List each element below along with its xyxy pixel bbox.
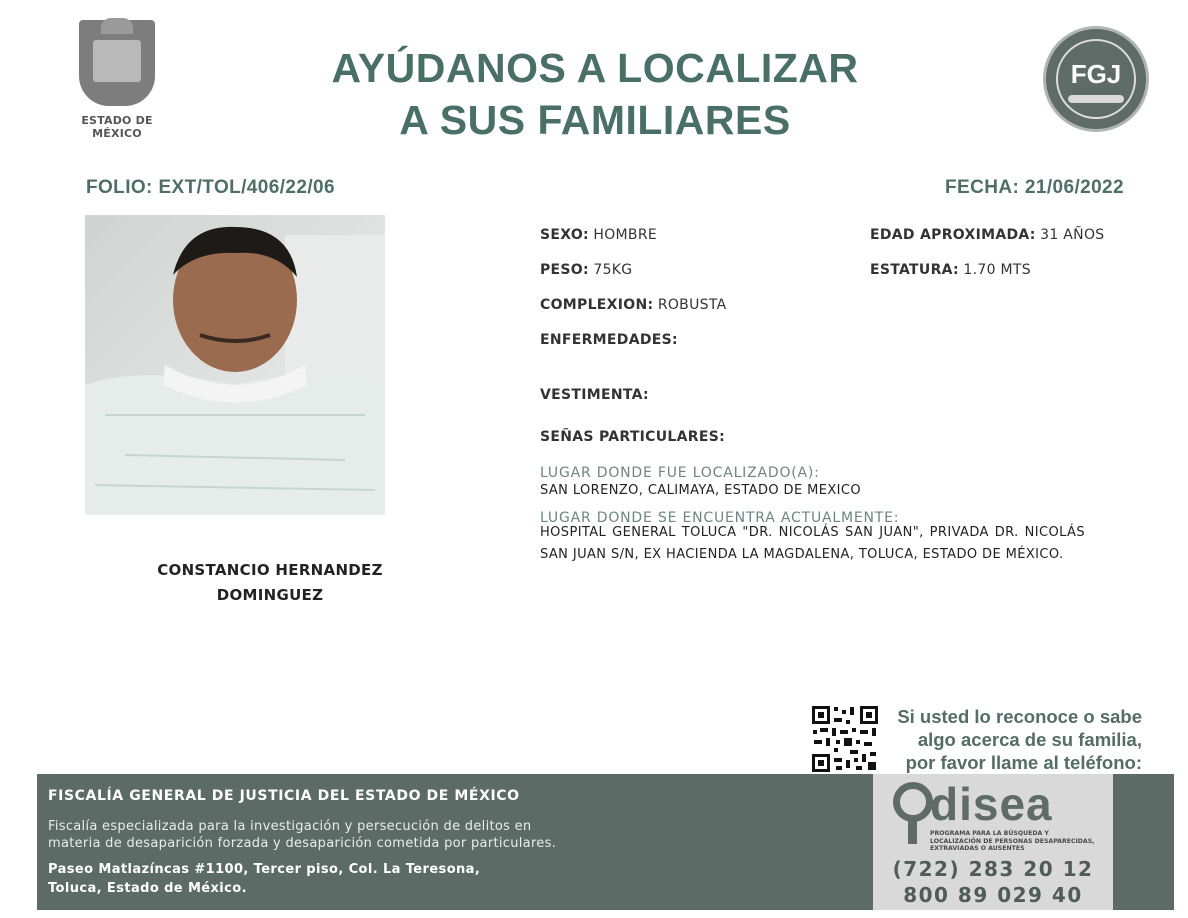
odisea-program-text: PROGRAMA PARA LA BÚSQUEDA Y LOCALIZACIÓN DE PERSONAS DESAPARECIDAS, EXTRAVIADAS O AUSENTES — [930, 830, 1095, 852]
phone-number-1[interactable]: (722) 283 20 12 — [892, 857, 1094, 881]
estado-de-mexico-logo — [62, 20, 172, 140]
sexo-label: SEXO: — [540, 227, 589, 243]
peso-value: 75KG — [593, 262, 633, 278]
location-pin-tail-icon — [908, 818, 917, 844]
detail-complexion — [540, 297, 726, 313]
person-name-line-1: CONSTANCIO HERNANDEZ — [157, 561, 383, 579]
cta-line-1: Si usted lo reconoce o sabe — [897, 706, 1142, 727]
edad-label: EDAD APROXIMADA: — [870, 227, 1036, 243]
found-location-value: SAN LORENZO, CALIMAYA, ESTADO DE MEXICO — [540, 483, 861, 498]
footer-org-title: FISCALÍA GENERAL DE JUSTICIA DEL ESTADO DE MÉXICO — [48, 788, 520, 804]
sexo-value: HOMBRE — [593, 227, 658, 243]
fgj-logo-text: FGJ — [1070, 59, 1122, 89]
detail-edad — [870, 227, 1104, 243]
folio-number: FOLIO: EXT/TOL/406/22/06 — [86, 177, 335, 198]
detail-vestimenta — [540, 387, 649, 403]
state-label: ESTADO DE MÉXICO — [81, 114, 153, 140]
person-photo — [85, 215, 385, 515]
title-line-1: AYÚDANOS A LOCALIZAR — [331, 45, 859, 91]
record-date: FECHA: 21/06/2022 — [945, 177, 1124, 198]
estatura-value: 1.70 MTS — [963, 262, 1031, 278]
call-to-action — [884, 705, 1142, 774]
qr-code-icon — [810, 704, 880, 774]
senas-label: SEÑAS PARTICULARES: — [540, 429, 725, 445]
location-pin-icon — [893, 782, 933, 822]
found-location-label: LUGAR DONDE FUE LOCALIZADO(A): — [540, 465, 820, 481]
footer-address — [48, 860, 480, 898]
complexion-label: COMPLEXION: — [540, 297, 654, 313]
wings-icon — [1068, 95, 1124, 103]
edad-value: 31 AÑOS — [1040, 227, 1105, 243]
title-line-2: A SUS FAMILIARES — [399, 97, 791, 143]
footer-desc-line-2: materia de desaparición forzada y desaparición cometida por particulares. — [48, 836, 557, 851]
detail-senas — [540, 429, 725, 445]
detail-peso — [540, 262, 632, 278]
estatura-label: ESTATURA: — [870, 262, 959, 278]
footer-desc-line-1: Fiscalía especializada para la investigación y persecución de delitos en — [48, 819, 532, 834]
footer-description — [48, 818, 638, 852]
fgj-logo — [1043, 26, 1149, 132]
cta-line-2: algo acerca de su familia, — [917, 729, 1142, 750]
current-location-label: LUGAR DONDE SE ENCUENTRA ACTUALMENTE: — [540, 510, 900, 526]
detail-enfermedades — [540, 332, 678, 348]
current-location-value: HOSPITAL GENERAL TOLUCA "DR. NICOLÁS SAN JUAN", PRIVADA DR. NICOLÁS SAN JUAN S/N, EX HACIENDA LA MAGDALENA, TOLUCA, ESTADO DE MÉXICO. — [540, 525, 1085, 562]
qr-code[interactable] — [810, 704, 880, 774]
phone-number-2[interactable]: 800 89 029 40 — [903, 883, 1083, 907]
complexion-value: ROBUSTA — [657, 297, 727, 313]
footer-address-line-2: Toluca, Estado de México. — [48, 881, 247, 896]
vestimenta-label: VESTIMENTA: — [540, 387, 649, 403]
coat-of-arms-icon — [79, 20, 155, 106]
peso-label: PESO: — [540, 262, 589, 278]
person-name-line-2: DOMINGUEZ — [216, 586, 324, 604]
detail-sexo — [540, 227, 657, 243]
footer-address-line-1: Paseo Matlazíncas #1100, Tercer piso, Col. La Teresona, — [48, 862, 481, 877]
person-name — [120, 558, 420, 608]
cta-line-3: por favor llame al teléfono: — [905, 752, 1142, 773]
odisea-logo-word: disea — [930, 778, 1053, 830]
page-title — [260, 42, 930, 146]
detail-estatura — [870, 262, 1031, 278]
enfermedades-label: ENFERMEDADES: — [540, 332, 678, 348]
